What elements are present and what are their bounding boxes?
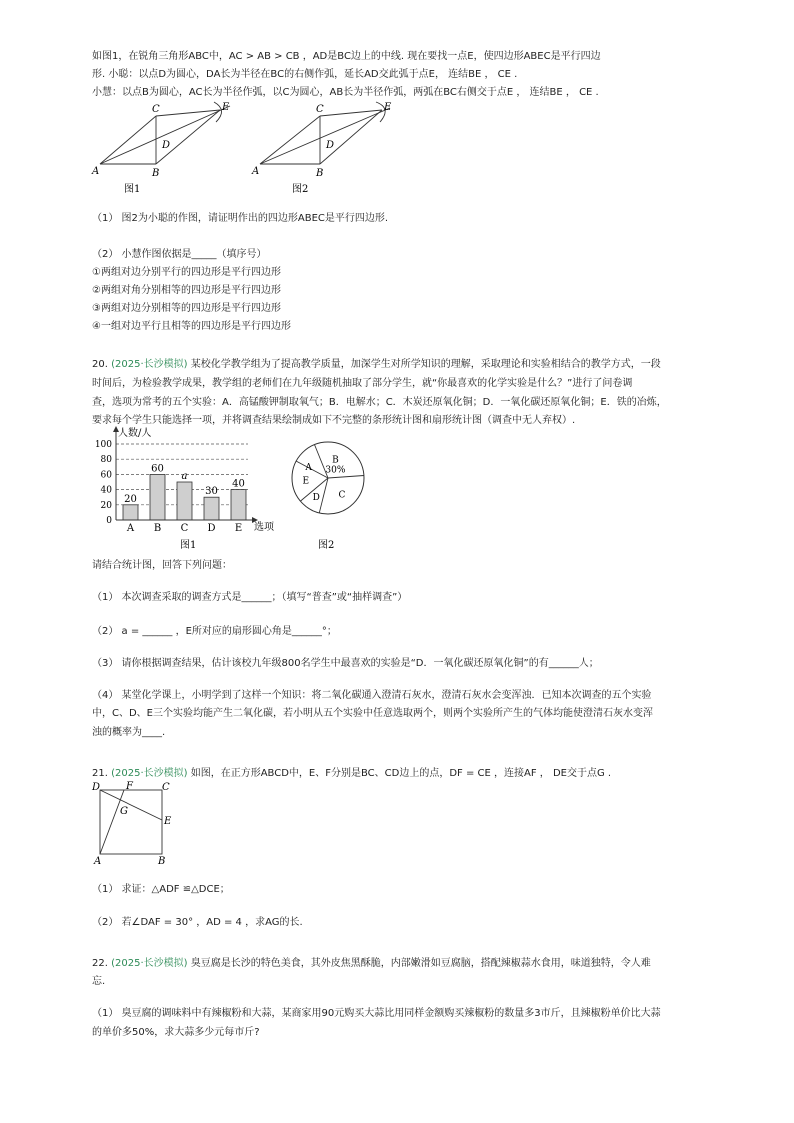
- fig2-label-C: C: [316, 104, 324, 115]
- pie-slice-label-B: B: [332, 455, 339, 466]
- q19-part1: （1） 图2为小聪的作图，请证明作出的四边形ABEC是平行四边形.: [92, 213, 389, 224]
- pie-slice-boundary: [296, 461, 328, 478]
- q19-stem-line1: 如图1，在锐角三角形ABC中，AC > AB > CB ，AD是BC边上的中线. 现在要找一点E，使四边形ABEC是平行四边: [92, 51, 601, 62]
- bar-ytick-label: 80: [100, 455, 112, 466]
- q21-label-B: B: [158, 856, 166, 867]
- q19-figure-1: [92, 100, 242, 196]
- bar-ytick-label: 40: [100, 485, 112, 496]
- q19-option-3: ③两组对边分别相等的四边形是平行四边形: [92, 303, 281, 314]
- pie-caption: 图2: [318, 540, 335, 551]
- bar-value-label: 40: [232, 478, 245, 490]
- q20-pie-chart: [290, 440, 370, 554]
- q20-stem-line1: [92, 358, 661, 372]
- pie-slice-boundary: [319, 478, 328, 513]
- q20-source: (2025·长沙模拟): [111, 359, 188, 370]
- q20-part4-line2: 中，C、D、E三个实验均能产生二氧化碳，若小明从五个实验中任意选取两个，则两个实验所产生的气体均能使澄清石灰水变浑: [92, 708, 654, 719]
- q22-part1-line1: （1） 臭豆腐的调味料中有辣椒粉和大蒜，某商家用90元购买大蒜比用同样金额购买辣椒粉的数量多3市斤，且辣椒粉单价比大蒜: [92, 1008, 661, 1019]
- pie-slice-percent-B: 30%: [325, 465, 346, 476]
- bar-category-label: C: [180, 523, 189, 534]
- q20-stem-line2: 时间后，为检验教学成果，教学组的老师们在九年级随机抽取了部分学生，就“你最喜欢的化学实验是什么？”进行了问卷调: [92, 378, 633, 389]
- q21-number: 21.: [92, 768, 108, 779]
- bar-ytick-label: 0: [106, 516, 112, 526]
- pie-slice-label-C: C: [338, 490, 346, 501]
- q20-stem-line4: 要求每个学生只能选择一项，并将调查结果绘制成如下不完整的条形统计图和扇形统计图（调查中无人弃权）.: [92, 415, 576, 426]
- fig1-caption: 图1: [124, 184, 141, 195]
- q20-part1: （1） 本次调查采取的调查方式是______；（填写“普查”或“抽样调查”）: [92, 592, 408, 603]
- fig1-label-A: A: [92, 166, 100, 177]
- bar-category-label: E: [234, 523, 243, 534]
- bar-value-label: 60: [151, 463, 164, 475]
- q19-option-1: ①两组对边分别平行的四边形是平行四边形: [92, 267, 281, 278]
- bar-value-label: a: [181, 471, 188, 482]
- q20-part4-line3: 浊的概率为____.: [92, 727, 166, 738]
- q20-bar-chart: [90, 424, 290, 554]
- q20-part4-line1: （4） 某堂化学课上，小明学到了这样一个知识：将二氧化碳通入澄清石灰水，澄清石灰水会变浑浊．已知本次调查的五个实验: [92, 690, 652, 701]
- q22-source: (2025·长沙模拟): [111, 958, 188, 969]
- q21-label-E: E: [164, 816, 172, 827]
- fig2-caption: 图2: [292, 184, 309, 195]
- fig1-label-C: C: [152, 104, 160, 115]
- fig1-label-E: E: [222, 102, 230, 113]
- q20-number: 20.: [92, 359, 108, 370]
- q19-stem-line2: 形. 小聪：以点D为圆心，DA长为半径在BC的右侧作弧，延长AD交此弧于点E， 连结BE ， CE .: [92, 69, 518, 80]
- q21-part1: （1） 求证：△ADF ≌△DCE；: [92, 884, 230, 895]
- q20-prompt: 请结合统计图，回答下列问题：: [92, 560, 232, 571]
- q19-figure-2: [252, 100, 402, 196]
- q21-label-C: C: [162, 782, 170, 793]
- q20-part2: （2） a = ______ ，E所对应的扇形圆心角是______°；: [92, 626, 337, 637]
- q20-stem-text: 某校化学教学组为了提高教学质量，加深学生对所学知识的理解，采取理论和实验相结合的教学方式，一段: [190, 359, 661, 370]
- fig2-label-B: B: [316, 168, 324, 179]
- bar-xlabel: 选项: [254, 522, 274, 533]
- q19-option-4: ④一组对边平行且相等的四边形是平行四边形: [92, 321, 291, 332]
- pie-slice-label-E: E: [302, 476, 310, 487]
- q21-label-D: D: [92, 782, 101, 793]
- bar-category-label: B: [153, 523, 162, 534]
- pie-slice-label-A: A: [305, 462, 312, 473]
- q22-part1-line2: 的单价多50%，求大蒜多少元每市斤?: [92, 1027, 260, 1038]
- fig2-label-D: D: [326, 140, 335, 151]
- q22-stem-line1: [92, 957, 651, 971]
- pie-slice-boundary: [328, 475, 364, 478]
- q19-part2: （2） 小慧作图依据是_____（填序号）: [92, 249, 267, 260]
- q21-part2: （2） 若∠DAF = 30° ，AD = 4 ，求AG的长.: [92, 917, 303, 928]
- bar-value-label: 30: [205, 486, 218, 498]
- q20-stem-line3: 查，选项为常考的五个实验：A．高锰酸钾制取氧气；B．电解水；C．木炭还原氧化铜；D．一氧化碳还原氧化铜；E．铁的冶炼，: [92, 397, 667, 408]
- fig1-label-D: D: [162, 140, 171, 151]
- q19-option-2: ②两组对角分别相等的四边形是平行四边形: [92, 285, 281, 296]
- q22-number: 22.: [92, 958, 108, 969]
- q21-label-F: F: [126, 781, 133, 792]
- q22-stem-text: 臭豆腐是长沙的特色美食，其外皮焦黑酥脆，内部嫩滑如豆腐脑，搭配辣椒蒜水食用，味道独特，令人难: [190, 958, 651, 969]
- fig1-label-B: B: [152, 168, 160, 179]
- fig2-label-A: A: [252, 166, 260, 177]
- bar-E: [231, 490, 246, 520]
- bar-C: [177, 482, 192, 520]
- bar-ytick-label: 100: [94, 440, 112, 450]
- bar-ytick-label: 20: [100, 500, 112, 511]
- pie-slice-label-D: D: [312, 492, 320, 503]
- bar-ylabel: 人数/人: [118, 428, 152, 439]
- bar-B: [150, 474, 165, 520]
- q22-stem-line2: 忘.: [92, 976, 106, 987]
- bar-A: [123, 505, 138, 520]
- q21-label-G: G: [120, 806, 128, 817]
- bar-category-label: D: [207, 523, 216, 534]
- bar-category-label: A: [126, 523, 135, 534]
- bar-D: [204, 497, 219, 520]
- bar-value-label: 20: [124, 493, 137, 505]
- q19-stem-line3: 小慧：以点B为圆心，AC长为半径作弧，以C为圆心，AB长为半径作弧，两弧在BC右侧交于点E ， 连结BE ， CE .: [92, 87, 599, 98]
- fig2-label-E: E: [384, 102, 392, 113]
- q20-part3: （3） 请你根据调查结果，估计该校九年级800名学生中最喜欢的实验是“D．一氧化碳还原氧化铜”的有______人；: [92, 658, 599, 669]
- q21-square-figure: [90, 780, 180, 866]
- bar-caption: 图1: [180, 540, 197, 551]
- bar-ytick-label: 60: [100, 470, 112, 481]
- q21-label-A: A: [94, 856, 102, 867]
- q21-stem: [92, 767, 611, 781]
- q21-stem-text: 如图，在正方形ABCD中，E、F分别是BC、CD边上的点，DF = CE ，连接AF ， DE交于点G .: [190, 768, 612, 779]
- q21-source: (2025·长沙模拟): [111, 768, 188, 779]
